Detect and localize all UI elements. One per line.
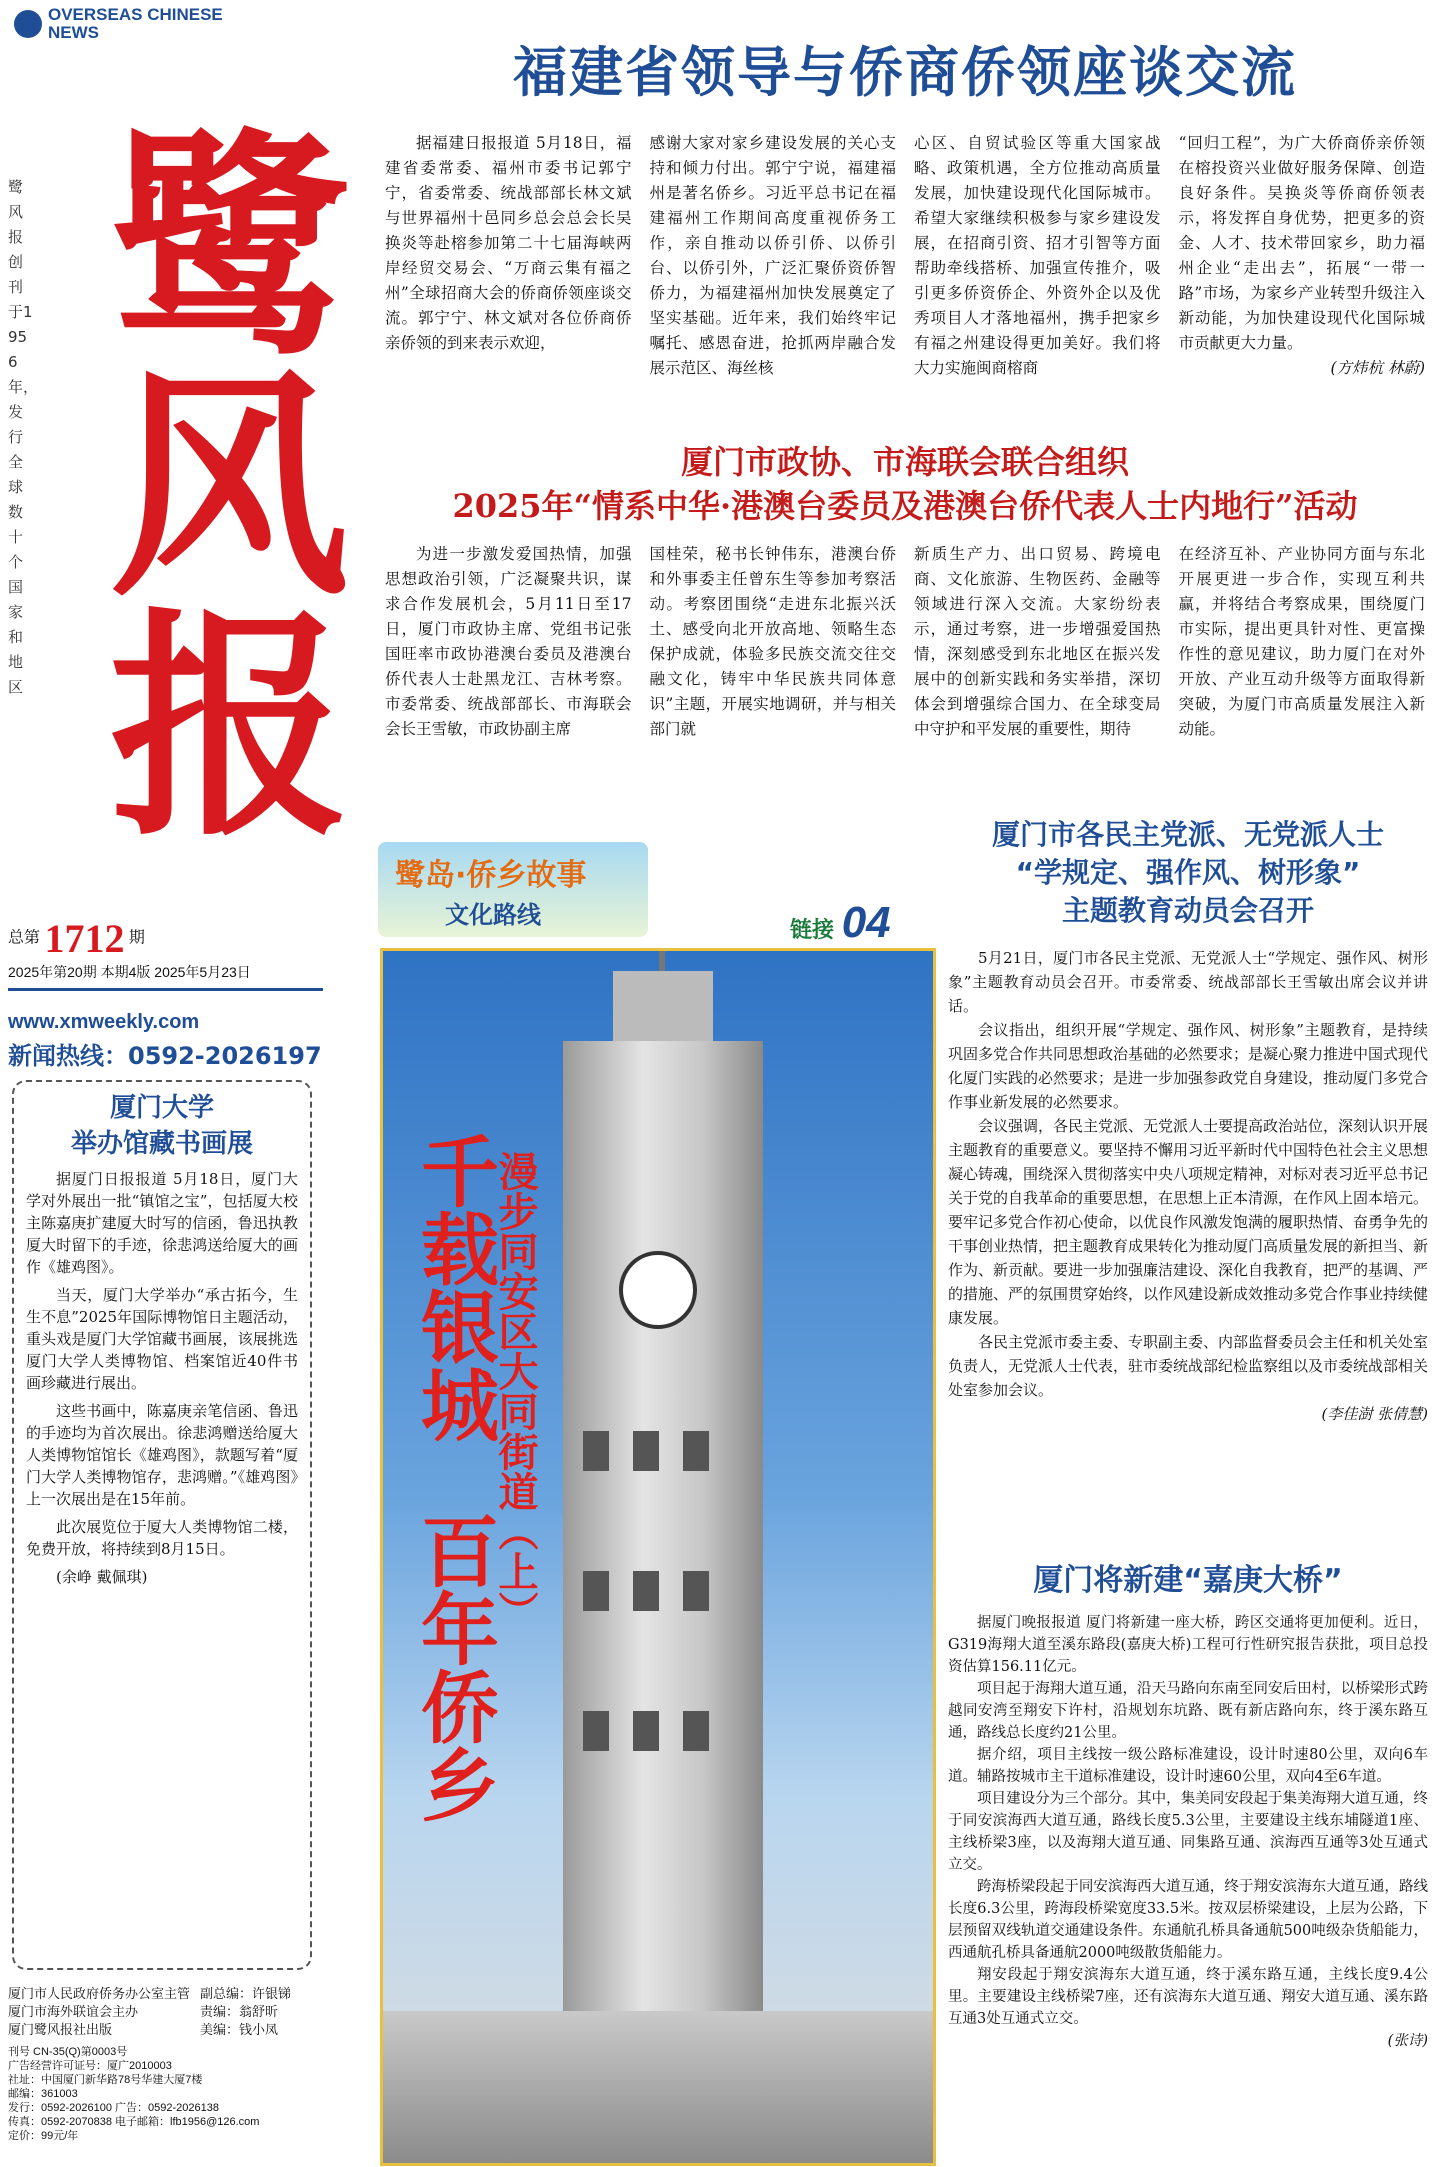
- clock-icon: [619, 1251, 697, 1329]
- article-1-col: [650, 131, 897, 381]
- article-2-text: 国桂荣，秘书长钟伟东，港澳台侨和外事委主任曾东生等参加考察活动。考察团围绕“走进东北振兴沃土、感受向北开放高地、领略生态保护成就，体验多民族交流交往交融文化，铸牢中华民族共同体意识”主题，开展实地调研，并与相关部门就: [649, 545, 896, 738]
- sidebar-paragraph: 据厦门日报报道 5月18日，厦门大学对外展出一批“镇馆之宝”，包括厦大校主陈嘉庚扩建厦大时写的信函，鲁迅执教厦大时留下的手迹，徐悲鸿送给厦大的画作《雄鸡图》。: [26, 1170, 298, 1276]
- imprint-line: 厦门市人民政府侨务办公室主管: [8, 1986, 191, 2001]
- brand-en-line2: NEWS: [48, 23, 99, 42]
- article-2-col: [385, 542, 632, 742]
- window: [583, 1431, 609, 1471]
- imprint-line: 发行：0592-2026100 广告：0592-2026138: [8, 2102, 219, 2114]
- issue-number: [8, 915, 145, 962]
- masthead-column: [0, 0, 351, 2167]
- imprint-line: 副总编：许银锑: [200, 1986, 292, 2001]
- imprint-left: [8, 1985, 198, 2039]
- imprint-line: 美编：钱小凤: [200, 2022, 279, 2037]
- article-1-text: 感谢大家对家乡建设发展的关心支持和倾力付出。郭宁宁说，福建福州是著名侨乡。习近平总书记在福建福州工作期间高度重视侨务工作，亲自推动以侨引侨、以侨引台、以侨引外，广泛汇聚侨资侨智侨力，为福建福州加快发展奠定了坚实基础。近年来，我们始终牢记嘱托、感恩奋进，抢抓两岸融合发展示范区、海丝核: [649, 134, 896, 377]
- issue-date: 2025年第20期 本期4版 2025年5月23日: [8, 964, 251, 980]
- article-2-body: [385, 542, 1425, 742]
- link-badge: [790, 898, 891, 948]
- article-4-paragraph: 项目建设分为三个部分。其中，集美同安段起于集美海翔大道互通，终于同安滨海西大道互通，路线长度5.3公里，主要建设主线东埔隧道1座、主线桥梁3座，以及海翔大道互通、同集路互通、滨海西互通等3处互通式立交。: [948, 1791, 1428, 1873]
- article-4-credit: (张诗): [1387, 2033, 1428, 2049]
- feature-photo: [380, 948, 936, 2166]
- window: [583, 1711, 609, 1751]
- article-4: [948, 1560, 1428, 2052]
- window: [583, 1571, 609, 1611]
- article-3-paragraph: 5月21日，厦门市各民主党派、无党派人士“学规定、强作风、树形象”主题教育动员会召开。市委常委、统战部部长王雪敏出席会议并讲话。: [948, 949, 1428, 1015]
- issue-suffix: 期: [128, 929, 145, 947]
- article-3: [948, 816, 1428, 1426]
- clock-tower: [563, 1041, 763, 2041]
- imprint-line: 厦门市海外联谊会主办: [8, 2004, 139, 2019]
- link-number: 04: [841, 898, 891, 947]
- article-4-paragraph: 项目起于海翔大道互通，沿天马路向东南至同安后田村，以桥梁形式跨越同安湾至翔安下许村，沿规划东坑路、既有新店路向东，终于溪东路互通，路线总长度约21公里。: [948, 1681, 1428, 1741]
- sidebar-paragraph: 当天，厦门大学举办“承古拓今，生生不息”2025年国际博物馆日主题活动，重头戏是厦门大学馆藏书画展，该展挑选厦门大学人类博物馆、档案馆近40件书画珍藏进行展出。: [26, 1286, 298, 1392]
- sidebar-paragraph: 此次展览位于厦大人类博物馆二楼，免费开放，将持续到8月15日。: [26, 1518, 298, 1558]
- imprint-line: 广告经营许可证号：厦广2010003: [8, 2060, 172, 2072]
- sidebar-title-2: 举办馆藏书画展: [70, 1129, 253, 1159]
- imprint-line: 社址：中国厦门新华路78号华建大厦7楼: [8, 2074, 203, 2086]
- window: [633, 1571, 659, 1611]
- issue-no: 1712: [44, 916, 125, 961]
- article-1-col: [385, 131, 632, 381]
- article-2-text: 在经济互补、产业协同方面与东北开展更进一步合作，实现互利共赢，并将结合考察成果，围绕厦门市实际，提出更具针对性、更富操作性的意见建议，助力厦门在对外开放、产业互动升级等方面取得新突破，为厦门市高质量发展注入新动能。: [1178, 545, 1425, 738]
- imprint-details: [8, 2045, 323, 2143]
- article-2-headline-2: 2025年“情系中华·港澳台委员及港澳台侨代表人士内地行”活动: [452, 487, 1358, 525]
- article-1-col: [1179, 131, 1426, 381]
- issue-prefix: 总第: [8, 929, 41, 947]
- brand-en-line1: OVERSEAS CHINESE: [48, 5, 223, 24]
- article-2-text: 为进一步激发爱国热情，加强思想政治引领，广泛凝聚共识，谋求合作发展机会，5月11日至17日，厦门市政协主席、党组书记张国旺率市政协港澳台委员及港澳台侨代表人士赴黑龙江、吉林考察。市委常委、统战部部长、市海联会会长王雪敏，市政协副主席: [385, 545, 632, 738]
- news-hotline: 新闻热线：0592-2026197: [8, 1042, 322, 1070]
- article-1-body: [385, 131, 1425, 381]
- article-1-col: [914, 131, 1161, 381]
- article-3-headline-1: 厦门市各民主党派、无党派人士: [991, 818, 1384, 851]
- article-2-col: [914, 542, 1161, 742]
- article-1-headline: 福建省领导与侨商侨领座谈交流: [513, 41, 1297, 104]
- imprint-line: 邮编：361003: [8, 2088, 78, 2100]
- article-4-paragraph: 跨海桥梁段起于同安滨海西大道互通，终于翔安滨海东大道互通，路线长度6.3公里，跨海段桥梁宽度33.5米。按双层桥梁建设，上层为公路，下层预留双线轨道交通建设条件。东通航孔桥具备通航500吨级杂货船能力，西通航孔桥具备通航2000吨级散货船能力。: [948, 1879, 1428, 1961]
- article-2: [385, 440, 1425, 742]
- window: [683, 1711, 709, 1751]
- article-1-text: 据福建日报报道 5月18日，福建省委常委、福州市委书记郭宁宁，省委常委、统战部部长林文斌与世界福州十邑同乡总会总会长吴换炎等赴榕参加第二十七届海峡两岸经贸交易会、“万商云集有福之州”全球招商大会的侨商侨领座谈交流。郭宁宁、林文斌对各位侨商侨亲侨领的到来表示欢迎，: [385, 134, 632, 352]
- feature-title-2: 百年侨乡: [408, 1511, 498, 1823]
- link-label: 链接: [790, 918, 835, 943]
- sidebar-article: [12, 1080, 312, 1970]
- window: [633, 1711, 659, 1751]
- imprint-line: 刊号 CN-35(Q)第0003号: [8, 2046, 128, 2058]
- article-3-credit: (李佳澍 张倩慧): [1321, 1405, 1428, 1423]
- article-3-paragraph: 会议指出，组织开展“学规定、强作风、树形象”主题教育，是持续巩固多党合作共同思想政治基础的必然要求；是凝心聚力推进中国式现代化厦门实践的必然要求；是进一步加强参政党自身建设，推动厦门多党合作事业新发展的必然要求。: [948, 1021, 1429, 1111]
- article-3-headline-2: “学规定、强作风、树形象”: [1015, 856, 1361, 889]
- article-3-paragraph: 各民主党派市委主委、专职副主委、内部监督委员会主任和机关处室负责人，无党派人士代表，驻市委统战部纪检监察组以及市委统战部相关处室参加会议。: [948, 1333, 1429, 1399]
- sidebar-credit: (余峥 戴佩琪): [56, 1568, 148, 1586]
- website-link[interactable]: www.xmweekly.com: [8, 1011, 200, 1033]
- article-1-text: “回归工程”，为广大侨商侨亲侨领在榕投资兴业做好服务保障、创造良好条件。吴换炎等侨商侨领表示，将发挥自身优势，把更多的资金、人才、技术带回家乡，助力福州企业“走出去”，拓展“一带一路”市场，为家乡产业转型升级注入新动能，为加快建设现代化国际城市贡献更大力量。: [1178, 134, 1425, 352]
- imprint-line: 传真：0592-2070838 电子邮箱：lfb1956@126.com: [8, 2116, 260, 2128]
- article-2-headline-1: 厦门市政协、市海联会联合组织: [680, 443, 1129, 481]
- window: [683, 1571, 709, 1611]
- article-3-headline-3: 主题教育动员会召开: [1061, 894, 1314, 927]
- tower-base: [383, 2011, 933, 2166]
- article-2-col: [1179, 542, 1426, 742]
- article-4-paragraph: 据介绍，项目主线按一级公路标准建设，设计时速80公里，双向6车道。辅路按城市主干道标准建设，设计时速60公里，双向4至6车道。: [948, 1747, 1428, 1785]
- brand-english: [48, 6, 223, 42]
- article-1-credit: (方炜杭 林蔚): [1330, 359, 1425, 377]
- article-2-col: [650, 542, 897, 742]
- article-4-body: [948, 1612, 1428, 2052]
- imprint-line: 定价：99元/年: [8, 2130, 79, 2142]
- feature-title-1: 千载银城: [408, 1131, 498, 1443]
- article-1-text: 心区、自贸试验区等重大国家战略、政策机遇，全方位推动高质量发展，加快建设现代化国际城市。希望大家继续积极参与家乡建设发展，在招商引资、招才引智等方面帮助牵线搭桥、加强宣传推介，吸引更多侨资侨企、外资外企以及优秀项目人才落地福州，携手把家乡有福之州建设得更加美好。我们将大力实施闽商榕商: [914, 134, 1161, 377]
- article-3-body: [948, 946, 1428, 1426]
- article-4-paragraph: 翔安段起于翔安滨海东大道互通，终于溪东路互通，主线长度9.4公里。主要建设主线桥梁7座，还有滨海东大道互通、翔安大道互通、溪东路互通3处互通式立交。: [948, 1967, 1428, 2027]
- newspaper-title: 鹭风报: [69, 120, 351, 840]
- imprint-line: 责编：翁舒昕: [200, 2004, 279, 2019]
- window: [633, 1431, 659, 1471]
- window: [683, 1431, 709, 1471]
- sidebar-title-1: 厦门大学: [109, 1093, 214, 1123]
- article-1: [385, 30, 1425, 381]
- founding-tagline: 鹭风报创刊于1956年，发行全球数十个国家和地区: [8, 178, 39, 696]
- series-badge-title: 鹭岛·侨乡故事: [395, 858, 587, 893]
- article-2-text: 新质生产力、出口贸易、跨境电商、文化旅游、生物医药、金融等领域进行深入交流。大家纷纷表示，通过考察，进一步增强爱国热情，深刻感受到东北地区在振兴发展中的创新实践和务实举措，深切体会到增强综合国力、在全球变局中守护和平发展的重要性，期待: [914, 545, 1161, 738]
- sidebar-paragraph: 这些书画中，陈嘉庚亲笔信函、鲁迅的手迹均为首次展出。徐悲鸿赠送给厦大人类博物馆馆长《雄鸡图》，款题写着“厦门大学人类博物馆存，悲鸿赠。”《雄鸡图》上一次展出是在15年前。: [26, 1402, 298, 1508]
- divider: [8, 988, 323, 991]
- article-3-paragraph: 会议强调，各民主党派、无党派人士要提高政治站位，深刻认识开展主题教育的重要意义。要坚持不懈用习近平新时代中国特色社会主义思想凝心铸魂，围绕深入贯彻落实中央八项规定精神，对标对表习近平总书记关于党的自我革命的重要思想，在思想上正本清源，在作风上固本培元。要牢记多党合作初心使命，以优良作风激发饱满的履职热情、奋勇争先的干事创业热情，把主题教育成果转化为推动厦门高质量发展的新担当、新作为、新贡献。要进一步加强廉洁建设、深化自我教育，把严的基调、严的措施、严的氛围贯穿始终，以作风建设新成效推动多党合作事业持续健康发展。: [948, 1117, 1429, 1327]
- series-badge-subtitle: 文化路线: [445, 901, 541, 929]
- article-4-paragraph: 据厦门晚报报道 厦门将新建一座大桥，跨区交通将更加便利。近日，G319海翔大道至溪东路段(嘉庚大桥)工程可行性研究报告获批，项目总投资估算156.11亿元。: [948, 1615, 1428, 1675]
- article-4-headline: 厦门将新建“嘉庚大桥”: [1033, 1563, 1343, 1598]
- imprint-line: 厦门鹭风报社出版: [8, 2022, 113, 2037]
- newspaper-logo-icon: [14, 10, 42, 38]
- feature-subtitle: 漫步同安区大同街道（上）: [492, 1151, 538, 1631]
- imprint-right: [200, 1985, 320, 2039]
